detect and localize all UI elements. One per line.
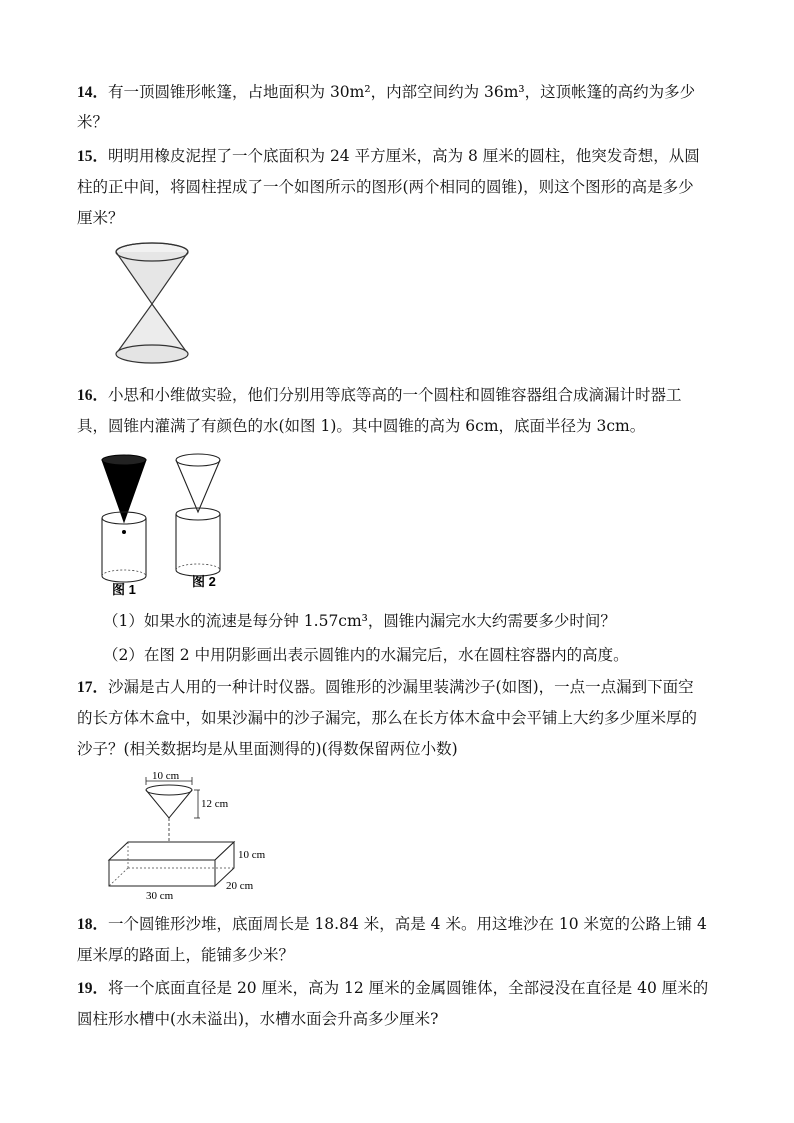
figure-1-label: 图 1 <box>112 582 136 597</box>
q14-number: 14． <box>77 84 109 101</box>
q19-line-1: 19．将一个底面直径是 20 厘米，高为 12 厘米的金属圆锥体，全部浸没在直径是 40 厘米的 <box>77 979 709 997</box>
q14-line-1: 14．有一顶圆锥形帐篷，占地面积为 30m²，内部空间约为 36m³，这顶帐篷的高约为多少 <box>77 83 696 101</box>
q17-line-2: 的长方体木盒中，如果沙漏中的沙子漏完，那么在长方体木盒中会平铺上大约多少厘米厚的 <box>77 709 698 727</box>
q16-line-1: 16．小思和小维做实验，他们分别用等底等高的一个圆柱和圆锥容器组合成滴漏计时器工 <box>77 386 682 404</box>
q17-line-3: 沙子？(相关数据均是从里面测得的)(得数保留两位小数) <box>77 740 458 758</box>
figure-2-empty-cone-over-cylinder <box>172 452 234 602</box>
q18-line-1: 18．一个圆锥形沙堆，底面周长是 18.84 米，高是 4 米。用这堆沙在 10 米宽的公路上铺 4 <box>77 915 707 933</box>
q15-line-2: 柱的正中间，将圆柱捏成了一个如图所示的图形(两个相同的圆锥)，则这个图形的高是多少 <box>77 178 694 196</box>
q16-number: 16． <box>77 387 109 404</box>
box-height-label: 10 cm <box>238 849 266 861</box>
q17-line-1: 17．沙漏是古人用的一种计时仪器。圆锥形的沙漏里装满沙子(如图)，一点一点漏到下面空 <box>77 678 694 696</box>
q19-number: 19． <box>77 980 109 997</box>
q16-sub-question-1: （1）如果水的流速是每分钟 1.57cm³，圆锥内漏完水大约需要多少时间？ <box>103 612 616 630</box>
box-width-label: 20 cm <box>226 880 254 892</box>
q15-number: 15． <box>77 148 109 165</box>
cone-height-label: 12 cm <box>201 798 229 810</box>
sand-timer-box-figure <box>104 768 274 902</box>
q18-number: 18． <box>77 916 109 933</box>
q17-number: 17． <box>77 679 109 696</box>
q16-line-2: 具，圆锥内灌满了有颜色的水(如图 1)。其中圆锥的高为 6cm，底面半径为 3cm。 <box>77 417 646 435</box>
q19-line-2: 圆柱形水槽中(水未溢出)，水槽水面会升高多少厘米? <box>77 1010 439 1028</box>
figure-2-label: 图 2 <box>192 574 216 589</box>
figure-1-filled-cone-over-cylinder <box>98 452 160 602</box>
q14-line-2: 米？ <box>77 113 109 131</box>
box-length-label: 30 cm <box>146 890 174 902</box>
q15-line-1: 15．明明用橡皮泥捏了一个底面积为 24 平方厘米，高为 8 厘米的圆柱，他突发奇想，从圆 <box>77 147 700 165</box>
q15-line-3: 厘米？ <box>77 209 124 227</box>
q18-line-2: 厘米厚的路面上，能铺多少米？ <box>77 946 295 964</box>
q16-sub-question-2: （2）在图 2 中用阴影画出表示圆锥内的水漏完后，水在圆柱容器内的高度。 <box>103 646 629 664</box>
cone-diameter-label: 10 cm <box>152 770 180 782</box>
double-cone-figure <box>108 240 198 368</box>
